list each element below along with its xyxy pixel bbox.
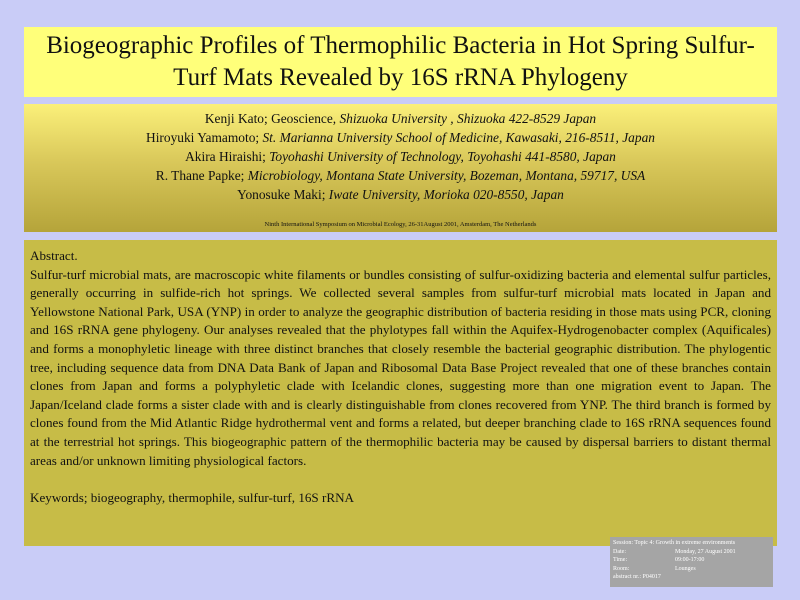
- abstract-text: Sulfur-turf microbial mats, are macroscopic white filaments or bundles consisting of sulfur-oxidizing bacteria and elemental sulfur particles, generally occurring in sulfide-rich hot springs. We collected several samples from sulfur-turf microbial mats located in Japan and Yellowstone National Park, USA (YNP) in order to analyze the geographic distribution of bacteria residing in those mats using PCR, cloning and 16S rRNA gene phylogeny. Our analyses revealed that the phylotypes fall within the Aquifex-Hydrogenobacter complex (Aquificales) and forms a monophyletic lineage with three distinct branches that closely resemble the bacterial geographic distribution. The phylogentic tree, including sequence data from DNA Data Bank of Japan and Ribosomal Data Base Project revealed that one of these branches contain clones from Japan and forms a polyphyletic clade with Icelandic clones, suggesting more than one migration event to Japan. The Japan/Iceland clade forms a sister clade with and is clearly distinguishable from clones recovered from YNP. The third branch is formed by clones found from the Mid Atlantic Ridge hydrothermal vent and forms a related, but deeper branching clade to 16S rRNA sequences found at the terrestrial hot springs. This biogeographic pattern of the thermophilic bacteria may be caused by dispersal barriers to distant thermal areas and/or unknown limiting physiological factors.: [30, 266, 771, 468]
- session-key: Time:: [613, 557, 628, 563]
- session-value: Monday, 27 August 2001: [675, 548, 736, 555]
- author-affiliation: Iwate University, Morioka 020-8550, Japan: [328, 187, 564, 202]
- session-key: Room:: [613, 565, 630, 572]
- poster-title: [24, 27, 777, 97]
- session-key: abstract nr.: P04017: [613, 574, 661, 580]
- author-name: Akira Hiraishi;: [185, 149, 270, 164]
- session-value: Lounges: [675, 565, 696, 572]
- abstract-label: Abstract.: [30, 248, 78, 263]
- abstract-panel: [24, 240, 777, 546]
- session-value: 09:00-17:00: [675, 557, 705, 563]
- author-name: Kenji Kato; Geoscience,: [204, 111, 340, 126]
- symposium-line: Ninth International Symposium on Microbial Ecology, 26-31August 2001, Amsterdam, The Netherlands: [264, 221, 537, 228]
- session-row: [613, 565, 770, 574]
- session-info-box: [610, 537, 773, 587]
- session-key: Session: Topic 4: Growth in extreme environments: [613, 540, 736, 546]
- keywords: Keywords; biogeography, thermophile, sulfur-turf, 16S rRNA: [30, 490, 354, 506]
- title-line-2: Turf Mats Revealed by 16S rRNA Phylogeny: [173, 64, 628, 91]
- author-name: Hiroyuki Yamamoto;: [146, 130, 263, 145]
- author-line: [24, 128, 777, 147]
- title-line-1: Biogeographic Profiles of Thermophilic Bacteria in Hot Spring Sulfur-: [46, 32, 755, 59]
- authors-list: [24, 109, 777, 204]
- author-affiliation: Shizuoka University , Shizuoka 422-8529 Japan: [339, 111, 597, 126]
- session-key: Date:: [613, 548, 626, 555]
- author-line: [24, 166, 777, 185]
- author-affiliation: St. Marianna University School of Medicine, Kawasaki, 216-8511, Japan: [262, 130, 655, 145]
- session-row: [613, 548, 770, 557]
- author-name: Yonosuke Maki;: [237, 187, 329, 202]
- session-row: [613, 556, 770, 565]
- session-row: [613, 573, 770, 582]
- session-row: [613, 539, 770, 548]
- author-line: [24, 185, 777, 204]
- author-name: R. Thane Papke;: [155, 168, 248, 183]
- authors-panel: [24, 104, 777, 232]
- author-affiliation: Microbiology, Montana State University, Bozeman, Montana, 59717, USA: [247, 168, 646, 183]
- author-line: [24, 109, 777, 128]
- author-line: [24, 147, 777, 166]
- author-affiliation: Toyohashi University of Technology, Toyohashi 441-8580, Japan: [269, 149, 616, 164]
